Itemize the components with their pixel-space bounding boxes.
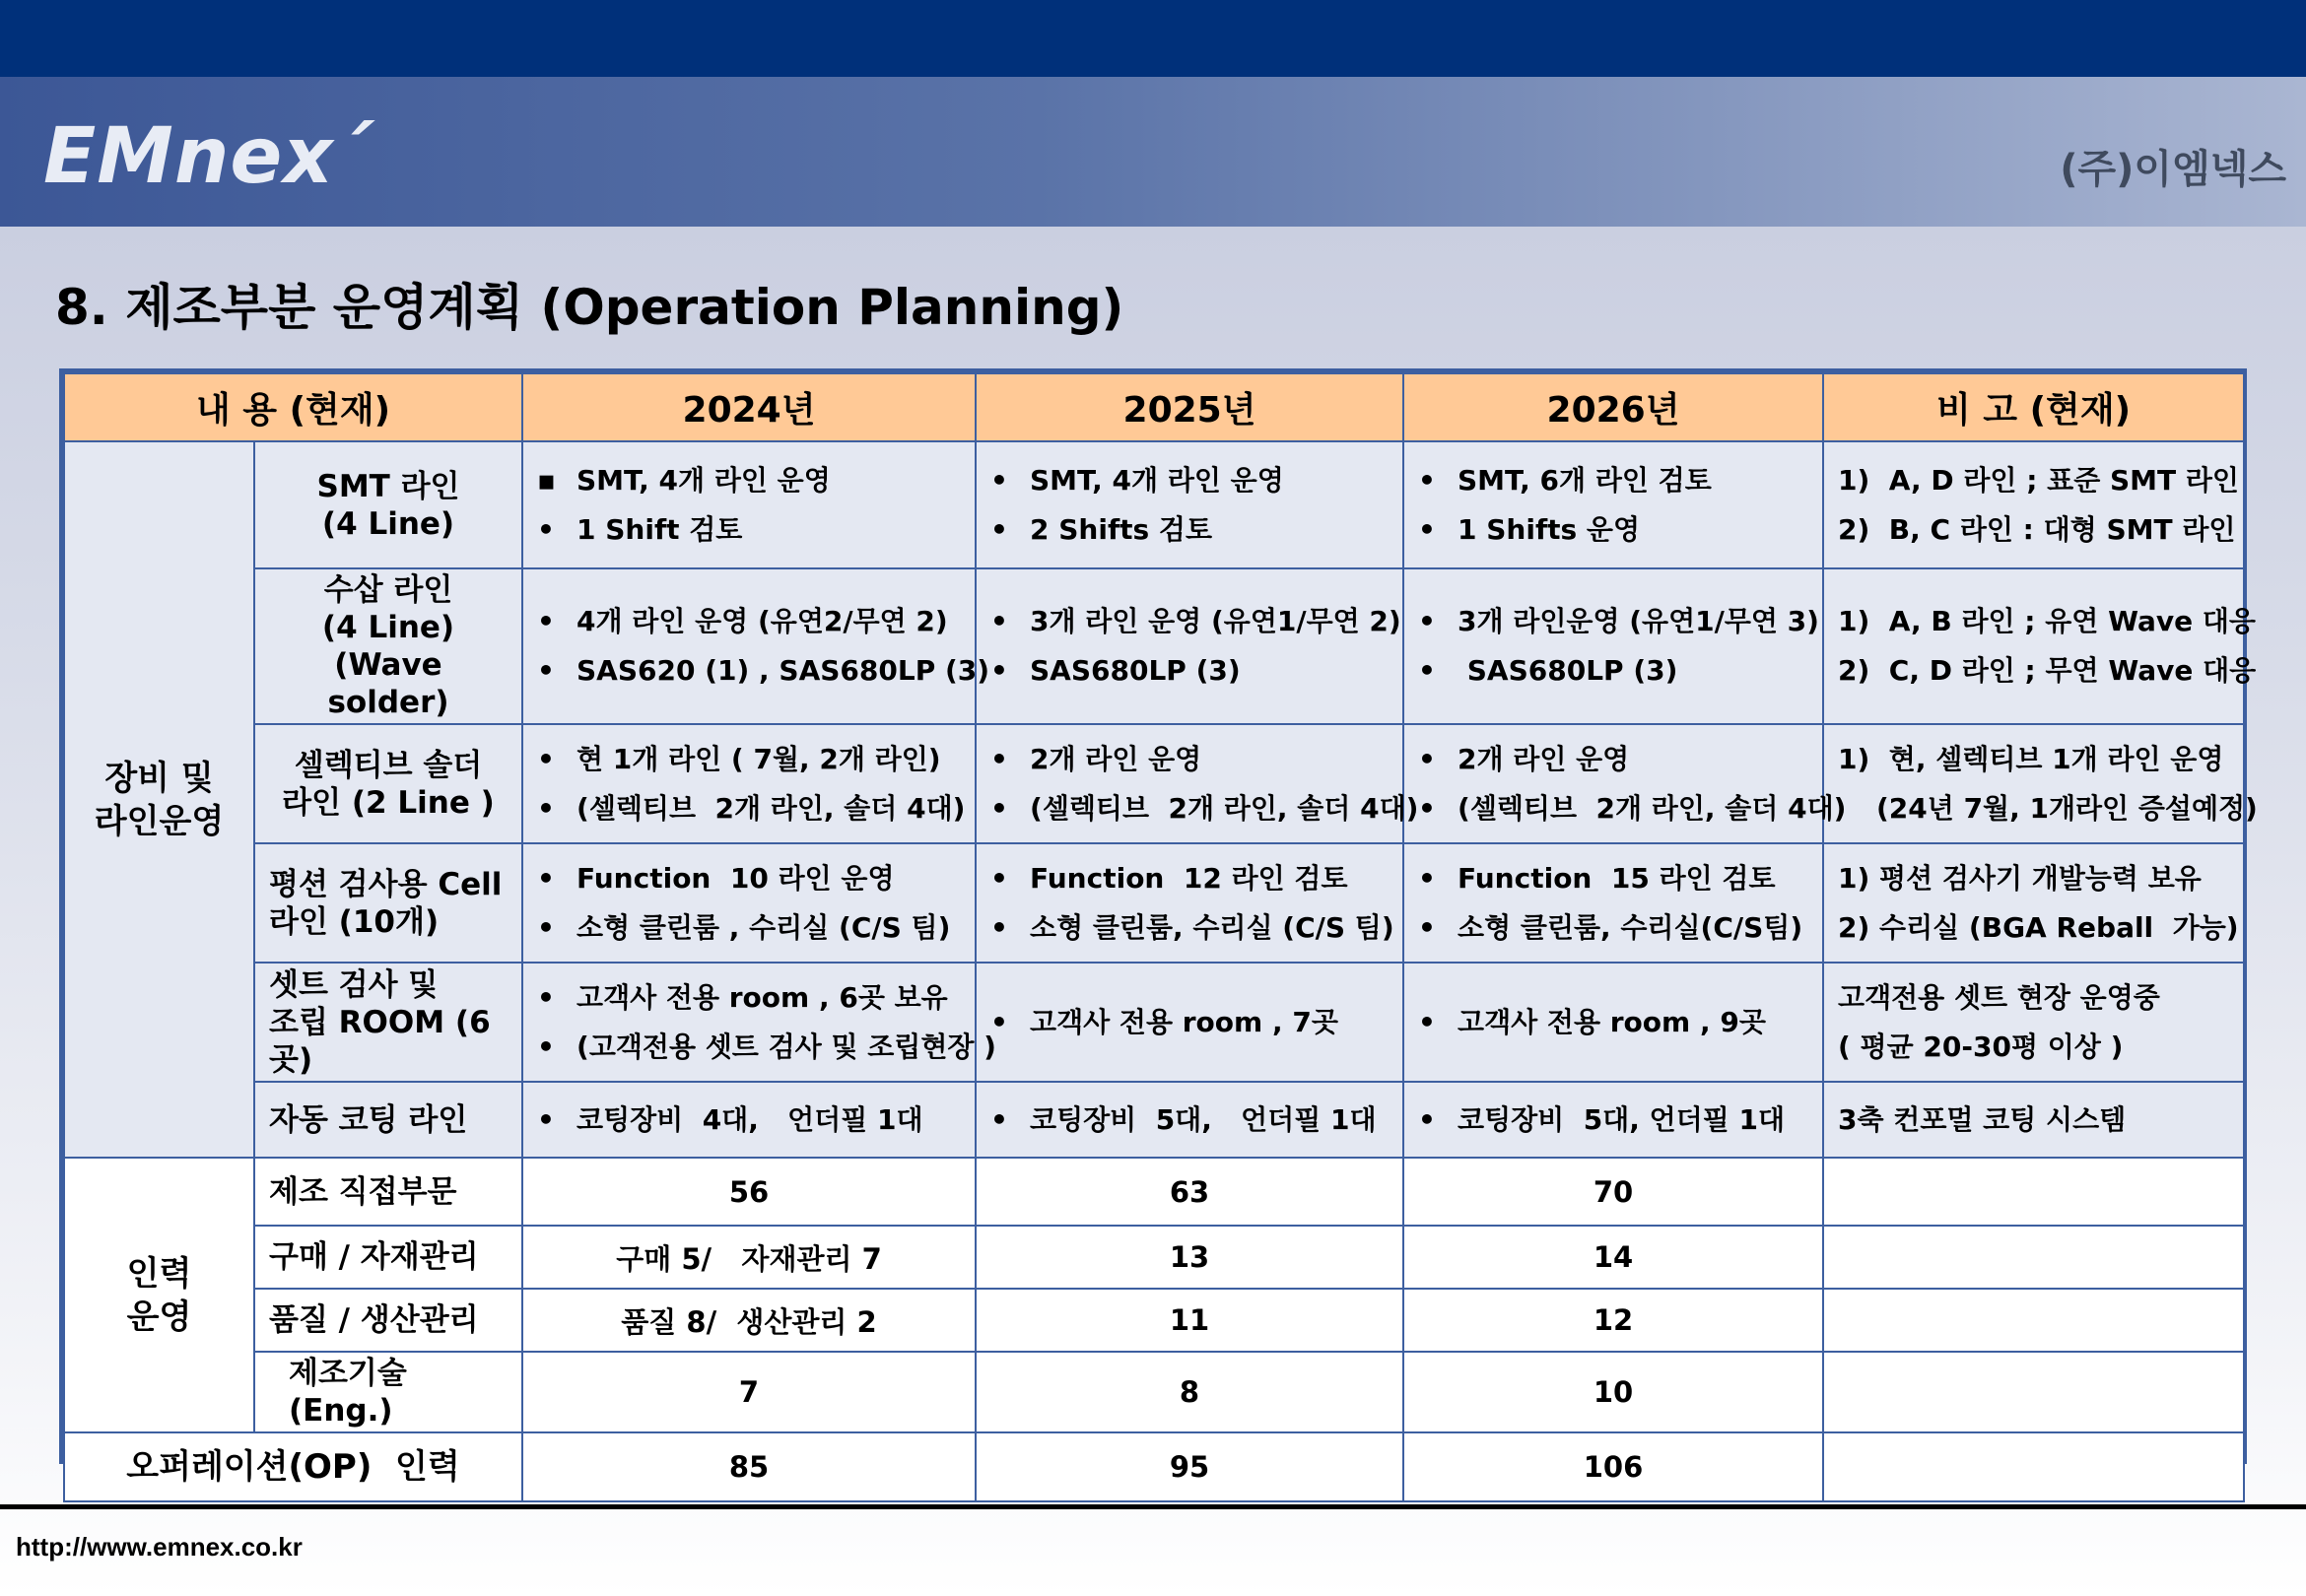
bullet-icon: • xyxy=(1418,605,1436,637)
operation-plan-table xyxy=(59,368,2258,1487)
column-header: 내 용 (현재) xyxy=(64,373,522,441)
cell-text: 고객사 전용 room , 6곳 보유 xyxy=(576,980,948,1014)
cell-note xyxy=(1823,963,2244,1082)
cell-text: SAS620 (1) , SAS680LP (3) xyxy=(576,654,990,687)
cell-text: 소형 클린룸 , 수리실 (C/S 팀) xyxy=(576,910,951,944)
bullet-icon: • xyxy=(990,654,1008,687)
cell-text: 1) A, B 라인 ; 유연 Wave 대응 xyxy=(1838,605,2256,637)
row-label: 셀렉티브 솔더 라인 (2 Line ) xyxy=(254,724,522,843)
emnex-logo: EMnex´ xyxy=(43,112,373,201)
cell-text: 3개 라인 운영 (유연1/무연 2) xyxy=(1030,605,1401,637)
bullet-icon: • xyxy=(537,791,555,825)
cell-2025: 8 xyxy=(976,1352,1403,1432)
column-header: 2024년 xyxy=(522,373,976,441)
cell-line xyxy=(990,998,1389,1047)
bullet-icon: • xyxy=(1418,512,1436,546)
bullet-icon: • xyxy=(537,512,555,546)
bullet-icon: • xyxy=(990,742,1008,775)
cell-text: SMT, 4개 라인 운영 xyxy=(1030,463,1284,497)
cell-2026: 10 xyxy=(1403,1352,1823,1432)
bullet-icon: • xyxy=(1418,742,1436,775)
cell-2024: 56 xyxy=(522,1158,976,1226)
cell-line xyxy=(1838,646,2257,696)
cell-2026: 14 xyxy=(1403,1226,1823,1289)
footer-divider xyxy=(0,1504,2306,1509)
cell-line xyxy=(537,456,961,505)
table-row xyxy=(64,1352,2244,1432)
group-label-equipment: 장비 및 라인운영 xyxy=(64,441,254,1158)
cell-text: 2개 라인 운영 xyxy=(1458,742,1630,775)
cell-text: 1 Shift 검토 xyxy=(576,512,743,546)
cell-note xyxy=(1823,843,2244,963)
cell-2026 xyxy=(1403,568,1823,724)
cell-line xyxy=(537,1096,961,1145)
cell-text: (24년 7월, 1개라인 증설예정) xyxy=(1838,791,2258,825)
row-label: 자동 코팅 라인 xyxy=(254,1082,522,1158)
bullet-icon: • xyxy=(1418,1005,1436,1038)
cell-line xyxy=(1838,973,2229,1023)
cell-line xyxy=(537,973,961,1023)
cell-2026 xyxy=(1403,843,1823,963)
cell-line xyxy=(1418,505,1808,555)
bullet-icon: • xyxy=(1418,861,1436,895)
table-row xyxy=(64,843,2244,963)
row-label: 평션 검사용 Cell 라인 (10개) xyxy=(254,843,522,963)
cell-text: SMT, 6개 라인 검토 xyxy=(1458,463,1712,497)
cell-text: 고객사 전용 room , 7곳 xyxy=(1030,1005,1338,1038)
bullet-icon: • xyxy=(990,1102,1008,1136)
bullet-icon: • xyxy=(1418,791,1436,825)
cell-text: 4개 라인 운영 (유연2/무연 2) xyxy=(576,605,948,637)
cell-2026 xyxy=(1403,441,1823,568)
cell-text: 1) A, D 라인 ; 표준 SMT 라인 xyxy=(1838,463,2239,497)
bullet-icon: • xyxy=(1418,463,1436,497)
cell-text: 고객전용 셋트 현장 운영중 xyxy=(1838,980,2160,1014)
table-row xyxy=(64,1158,2244,1226)
bullet-icon: • xyxy=(537,1102,555,1136)
cell-note xyxy=(1823,441,2244,568)
cell-2024: 7 xyxy=(522,1352,976,1432)
cell-text: SAS680LP (3) xyxy=(1030,654,1241,687)
cell-line xyxy=(1418,597,1819,646)
cell-2026: 106 xyxy=(1403,1432,1823,1501)
row-label: 수삽 라인 (4 Line) (Wave solder) xyxy=(254,568,522,724)
bullet-icon: • xyxy=(537,1030,555,1063)
bullet-icon: • xyxy=(1418,654,1436,687)
cell-line xyxy=(990,854,1389,903)
cell-text: SMT, 4개 라인 운영 xyxy=(576,463,831,497)
cell-2024 xyxy=(522,441,976,568)
cell-line xyxy=(990,646,1389,696)
cell-2026: 70 xyxy=(1403,1158,1823,1226)
table-row xyxy=(64,1289,2244,1352)
cell-line xyxy=(1838,1023,2229,1072)
bullet-icon: • xyxy=(990,1005,1008,1038)
bullet-icon: • xyxy=(990,512,1008,546)
cell-text: 소형 클린룸, 수리실(C/S팀) xyxy=(1458,910,1803,944)
cell-line xyxy=(1838,505,2236,555)
cell-line xyxy=(990,505,1389,555)
cell-line xyxy=(1418,784,1847,833)
cell-line xyxy=(1418,854,1808,903)
cell-line xyxy=(990,597,1401,646)
table-row xyxy=(64,724,2244,843)
table-header-row xyxy=(64,373,2244,441)
row-label: SMT 라인 (4 Line) xyxy=(254,441,522,568)
cell-text: (셀렉티브 2개 라인, 솔더 4대) xyxy=(576,791,966,825)
cell-2024: 85 xyxy=(522,1432,976,1501)
cell-2025 xyxy=(976,963,1403,1082)
cell-2025: 95 xyxy=(976,1432,1403,1501)
cell-2025: 13 xyxy=(976,1226,1403,1289)
column-header: 2025년 xyxy=(976,373,1403,441)
table-row xyxy=(64,963,2244,1082)
cell-text: 2개 라인 운영 xyxy=(1030,742,1202,775)
bullet-icon: • xyxy=(990,791,1008,825)
cell-2025 xyxy=(976,1082,1403,1158)
cell-line xyxy=(1418,735,1808,784)
cell-note xyxy=(1823,1289,2244,1352)
table-row xyxy=(64,568,2244,724)
cell-line xyxy=(1418,998,1808,1047)
cell-text: Function 12 라인 검토 xyxy=(1030,861,1348,895)
cell-2025: 63 xyxy=(976,1158,1403,1226)
cell-line xyxy=(1418,903,1808,953)
cell-2025 xyxy=(976,843,1403,963)
cell-line xyxy=(1838,597,2256,646)
cell-2024 xyxy=(522,724,976,843)
table-row-op-total xyxy=(64,1432,2244,1501)
cell-text: 2) 수리실 (BGA Reball 가능) xyxy=(1838,910,2239,944)
cell-2024 xyxy=(522,568,990,724)
cell-2024 xyxy=(522,843,976,963)
bullet-icon: • xyxy=(990,861,1008,895)
cell-line xyxy=(537,597,961,646)
table-row xyxy=(64,1226,2244,1289)
cell-note xyxy=(1823,1352,2244,1432)
website-url: http://www.emnex.co.kr xyxy=(16,1532,303,1562)
cell-2025 xyxy=(976,568,1403,724)
cell-line xyxy=(537,1023,996,1072)
cell-text: 1 Shifts 운영 xyxy=(1458,512,1641,546)
cell-text: 고객사 전용 room , 9곳 xyxy=(1458,1005,1766,1038)
cell-line xyxy=(1838,784,2258,833)
column-header: 비 고 (현재) xyxy=(1823,373,2244,441)
cell-2026 xyxy=(1403,1082,1823,1158)
table-row xyxy=(64,1082,2244,1158)
cell-text: (셀렉티브 2개 라인, 솔더 4대) xyxy=(1030,791,1419,825)
cell-text: 3개 라인운영 (유연1/무연 3) xyxy=(1458,605,1819,637)
row-label: 품질 / 생산관리 xyxy=(254,1289,522,1352)
page-title: 8. 제조부분 운영계획 (Operation Planning) xyxy=(55,279,1124,336)
bullet-icon: • xyxy=(1418,910,1436,944)
cell-2024 xyxy=(522,1082,976,1158)
bullet-icon: • xyxy=(537,910,555,944)
table-row xyxy=(64,441,2244,568)
cell-text: 현 1개 라인 ( 7월, 2개 라인) xyxy=(576,742,941,775)
cell-text: Function 10 라인 운영 xyxy=(576,861,895,895)
cell-line xyxy=(1838,854,2229,903)
row-label: 구매 / 자재관리 xyxy=(254,1226,522,1289)
cell-text: (셀렉티브 2개 라인, 솔더 4대) xyxy=(1458,791,1847,825)
row-label: 제조기술 (Eng.) xyxy=(254,1352,522,1432)
cell-line xyxy=(990,903,1394,953)
cell-note xyxy=(1823,1082,2244,1158)
cell-2025 xyxy=(976,724,1419,843)
cell-2026: 12 xyxy=(1403,1289,1823,1352)
cell-2026 xyxy=(1403,724,1847,843)
bullet-icon: • xyxy=(537,980,555,1014)
group-label-staff: 인력 운영 xyxy=(64,1158,254,1432)
cell-text: 코팅장비 4대, 언더필 1대 xyxy=(576,1102,923,1136)
cell-note xyxy=(1823,724,2258,843)
row-label: 셋트 검사 및 조립 ROOM (6곳) xyxy=(254,963,522,1082)
cell-line xyxy=(1838,1096,2229,1145)
cell-line xyxy=(990,784,1419,833)
cell-text: 1) 평션 검사기 개발능력 보유 xyxy=(1838,861,2202,895)
cell-text: 코팅장비 5대, 언더필 1대 xyxy=(1030,1102,1377,1136)
cell-line xyxy=(1418,646,1808,696)
cell-note xyxy=(1823,1158,2244,1226)
cell-2026 xyxy=(1403,963,1823,1082)
cell-line xyxy=(1418,456,1808,505)
cell-line xyxy=(990,456,1389,505)
cell-line xyxy=(990,1096,1389,1145)
cell-line xyxy=(990,735,1389,784)
cell-2024 xyxy=(522,963,996,1082)
cell-2025: 11 xyxy=(976,1289,1403,1352)
cell-text: SAS680LP (3) xyxy=(1458,654,1678,687)
cell-line xyxy=(537,854,961,903)
bullet-icon: • xyxy=(537,861,555,895)
cell-text: 2) C, D 라인 ; 무연 Wave 대응 xyxy=(1838,654,2257,687)
row-label: 제조 직접부문 xyxy=(254,1158,522,1226)
cell-note xyxy=(1823,1432,2244,1501)
cell-line xyxy=(537,646,990,696)
bullet-icon: • xyxy=(537,742,555,775)
cell-line xyxy=(1418,1096,1808,1145)
cell-text: 코팅장비 5대, 언더필 1대 xyxy=(1458,1102,1786,1136)
cell-note xyxy=(1823,568,2257,724)
cell-2024: 구매 5/ 자재관리 7 xyxy=(522,1226,976,1289)
cell-text: 소형 클린룸, 수리실 (C/S 팀) xyxy=(1030,910,1394,944)
cell-line xyxy=(1838,456,2239,505)
bullet-icon: ▪ xyxy=(537,463,556,497)
header-banner xyxy=(0,77,2306,227)
cell-text: 1) 현, 셀렉티브 1개 라인 운영 xyxy=(1838,742,2224,775)
cell-line xyxy=(1838,735,2229,784)
cell-line xyxy=(537,903,961,953)
cell-line xyxy=(1838,903,2239,953)
cell-line xyxy=(537,735,961,784)
cell-2025 xyxy=(976,441,1403,568)
company-name: (주)이엠넥스 xyxy=(2060,147,2286,192)
cell-text: (고객전용 셋트 검사 및 조립현장 ) xyxy=(576,1030,996,1063)
column-header: 2026년 xyxy=(1403,373,1823,441)
cell-text: 3축 컨포멀 코팅 시스템 xyxy=(1838,1102,2127,1136)
cell-2024: 품질 8/ 생산관리 2 xyxy=(522,1289,976,1352)
bullet-icon: • xyxy=(990,910,1008,944)
cell-note xyxy=(1823,1226,2244,1289)
bullet-icon: • xyxy=(990,605,1008,637)
bullet-icon: • xyxy=(537,605,555,637)
top-bar xyxy=(0,0,2306,77)
cell-text: 2) B, C 라인 : 대형 SMT 라인 xyxy=(1838,512,2236,546)
cell-text: Function 15 라인 검토 xyxy=(1458,861,1776,895)
cell-text: ( 평균 20-30평 이상 ) xyxy=(1838,1030,2124,1063)
bullet-icon: • xyxy=(537,654,555,687)
cell-line xyxy=(537,784,966,833)
bullet-icon: • xyxy=(1418,1102,1436,1136)
bullet-icon: • xyxy=(990,463,1008,497)
cell-line xyxy=(537,505,961,555)
row-label: 오퍼레이션(OP) 인력 xyxy=(64,1432,522,1501)
cell-text: 2 Shifts 검토 xyxy=(1030,512,1213,546)
